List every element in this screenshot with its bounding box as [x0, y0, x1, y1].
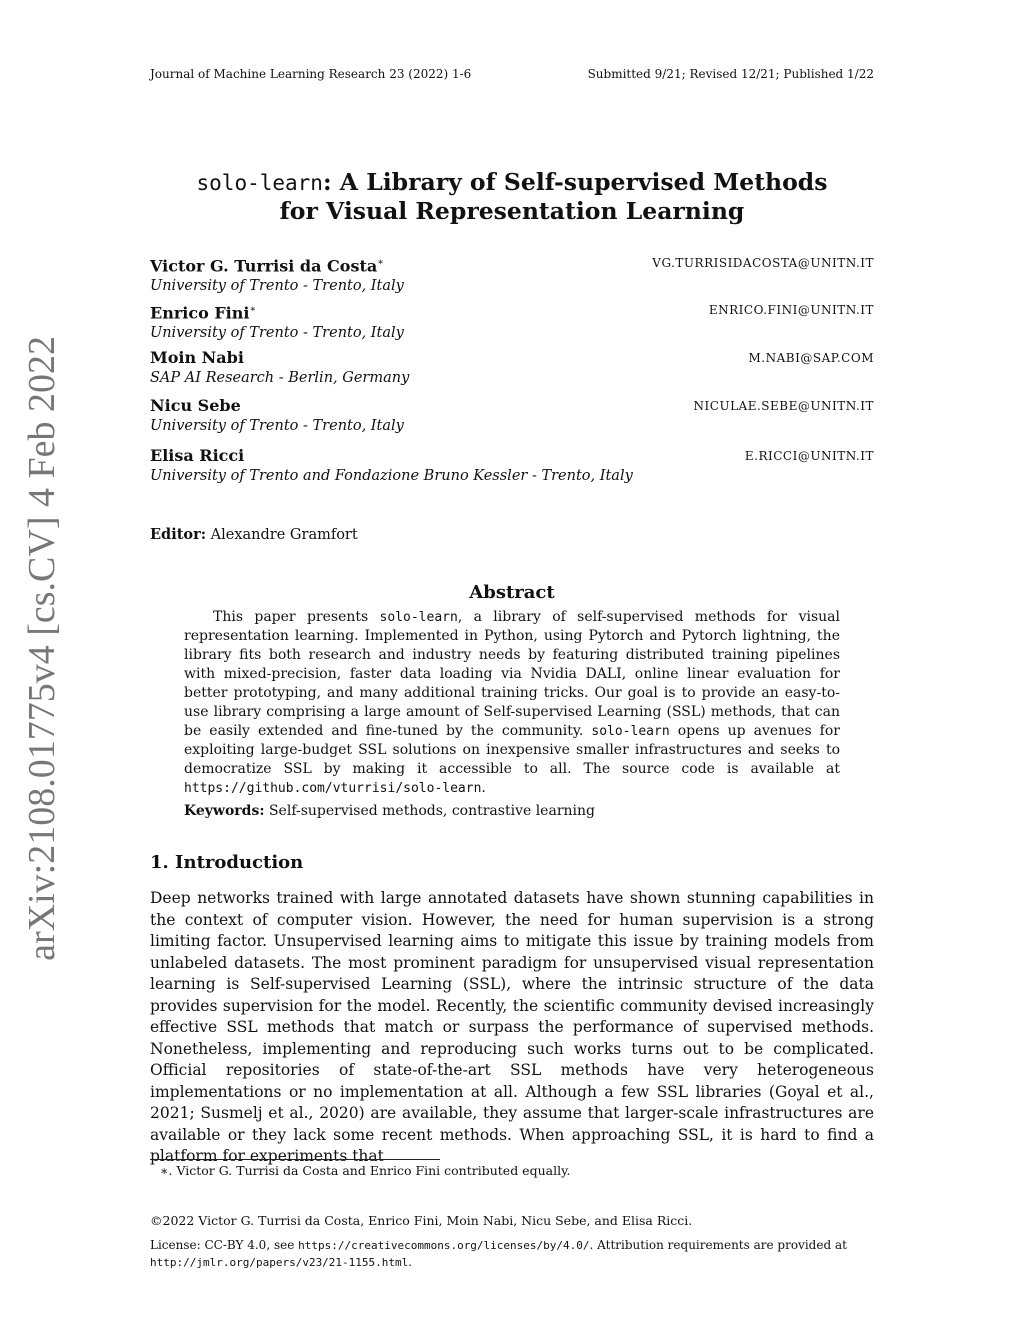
author-block: [150, 396, 874, 440]
author-block: [150, 446, 874, 490]
keywords-label: Keywords:: [184, 803, 265, 819]
author-affiliation: SAP AI Research - Berlin, Germany: [150, 370, 410, 386]
author-affiliation: University of Trento - Trento, Italy: [150, 325, 404, 342]
editor-name: Alexandre Gramfort: [210, 527, 358, 543]
keywords-text: Self-supervised methods, contrastive learning: [268, 803, 595, 819]
author-name: Elisa Ricci: [150, 446, 245, 465]
author-block: [150, 300, 874, 344]
author-affiliation: University of Trento - Trento, Italy: [150, 418, 404, 434]
editor-label: Editor:: [150, 526, 207, 543]
code-name: solo-learn: [379, 610, 458, 625]
author-block: [150, 348, 874, 392]
license-text-part: . Attribution requirements are provided at: [589, 1238, 847, 1252]
equal-contribution-mark: ∗: [377, 257, 385, 268]
copyright-line: ©2022 Victor G. Turrisi da Costa, Enrico Fini, Moin Nabi, Nicu Sebe, and Elisa Ricci.: [150, 1213, 693, 1228]
author-affiliation: University of Trento - Trento, Italy: [150, 278, 404, 295]
abstract-body: [184, 608, 840, 798]
author-email: E.RICCI@UNITN.IT: [744, 449, 874, 463]
abstract-text: .: [481, 780, 486, 796]
footnote-rule: [150, 1159, 440, 1160]
keywords-line: [184, 803, 840, 819]
paper-title: [150, 168, 874, 225]
author-email: ENRICO.FINI@UNITN.IT: [708, 303, 874, 317]
license-text-part: License: CC-BY 4.0, see: [150, 1238, 299, 1252]
title-line-1: : A Library of Self-supervised Methods: [322, 168, 828, 196]
paper-link[interactable]: http://jmlr.org/papers/v23/21-1155.html: [150, 1256, 409, 1269]
abstract-text: This paper presents: [213, 609, 380, 625]
editor-line: [150, 526, 358, 543]
author-affiliation: University of Trento and Fondazione Bruno Kessler - Trento, Italy: [150, 468, 633, 484]
license-text-part: .: [408, 1255, 413, 1269]
arxiv-identifier: arXiv:2108.01775v4 [cs.CV] 4 Feb 2022: [21, 335, 63, 961]
author-email: VG.TURRISIDACOSTA@UNITN.IT: [652, 256, 874, 270]
author-block: [150, 253, 874, 297]
license-link[interactable]: https://creativecommons.org/licenses/by/4.0/: [298, 1239, 590, 1252]
journal-header: Journal of Machine Learning Research 23 (2022) 1-6: [150, 67, 472, 81]
author-name: Victor G. Turrisi da Costa: [150, 256, 378, 276]
title-line-2: for Visual Representation Learning: [279, 197, 745, 225]
arxiv-sidebar: [14, 335, 70, 961]
submission-dates: Submitted 9/21; Revised 12/21; Published 1/22: [587, 67, 874, 81]
author-name: Enrico Fini: [150, 303, 250, 323]
author-email: NICULAE.SEBE@UNITN.IT: [693, 399, 874, 413]
equal-contribution-mark: ∗: [249, 304, 257, 315]
introduction-text: Deep networks trained with large annotated datasets have shown stunning capabilities in the context of computer vision. However, the need for human supervision is a strong limiting factor. Unsupervised learning aims to mitigate this issue by training models from unlabeled datasets. The most prominent paradigm for unsupervised visual representation learning is Self-supervised Learning (SSL), where the intrinsic structure of the data provides supervision for the model. Recently, the scientific community devised increasingly effective SSL methods that match or surpass the performance of supervised methods. Nonetheless, implementing and reproducing such works turns out to be complicated. Official repositories of state-of-the-art SSL methods have very heterogeneous implementations or no implementation at all. Although a few SSL libraries (Goyal et al., 2021; Susmelj et al., 2020) are available, they assume that larger-scale infrastructures are available or they lack some recent methods. When approaching SSL, it is hard to find a platform for experiments that: [150, 889, 874, 1165]
author-email: M.NABI@SAP.COM: [748, 351, 874, 365]
repository-link[interactable]: https://github.com/vturrisi/solo-learn: [184, 781, 482, 796]
title-code-name: solo-learn: [196, 171, 323, 195]
section-heading: 1. Introduction: [150, 852, 304, 873]
license-text: [150, 1237, 874, 1271]
abstract-text: opens up avenues for exploiting large-budget SSL solutions on inexpensive smaller infrastructures and seeks to democratize SSL by making it accessible to all. The source code is available at: [184, 723, 840, 777]
footnote: ∗. Victor G. Turrisi da Costa and Enrico Fini contributed equally.: [160, 1163, 571, 1178]
abstract-heading: Abstract: [469, 582, 555, 603]
author-name: Moin Nabi: [150, 348, 244, 367]
author-name: Nicu Sebe: [150, 396, 241, 415]
code-name: solo-learn: [591, 724, 670, 739]
abstract-text: , a library of self-supervised methods for visual representation learning. Implemented in Python, using Pytorch and Pytorch lightning, the library fits both research and industry needs by featuring distributed training pipelines with mixed-precision, faster data loading via Nvidia DALI, online linear evaluation for better prototyping, and many additional training tricks. Our goal is to provide an easy-to-use library comprising a large amount of Self-supervised Learning (SSL) methods, that can be easily extended and fine-tuned by the community.: [184, 609, 840, 739]
